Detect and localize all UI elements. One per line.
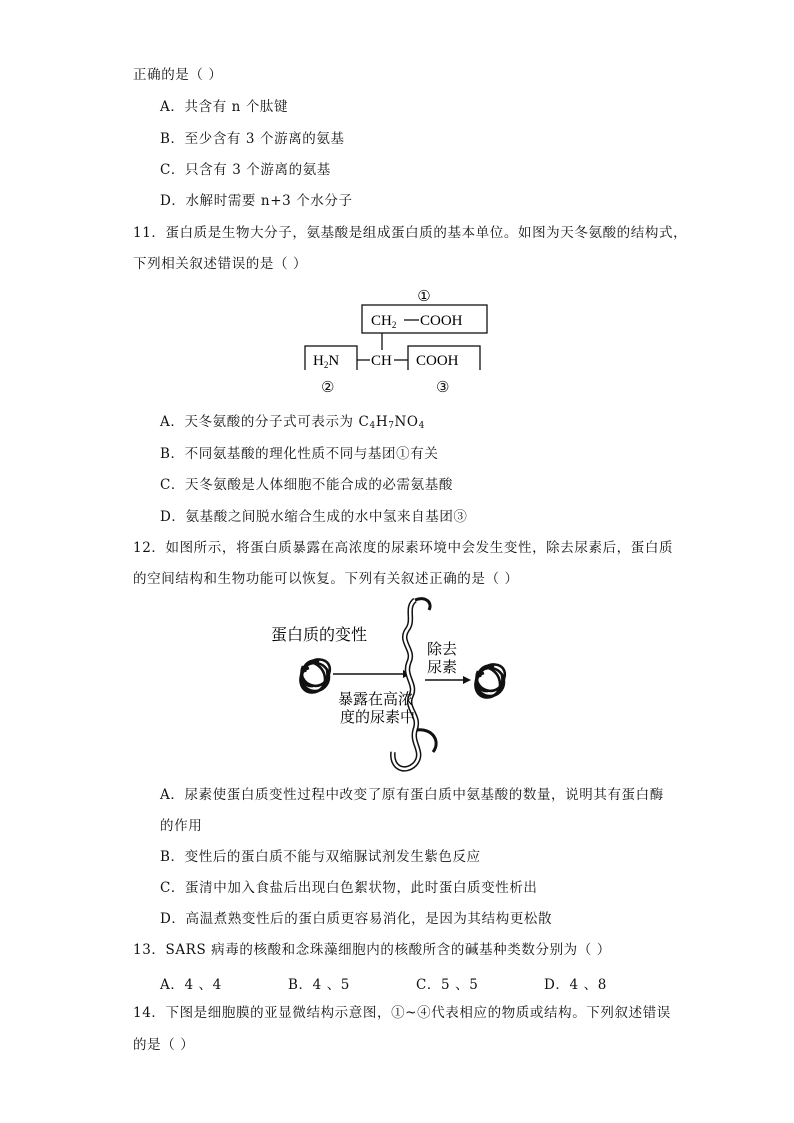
q10-option-d: D．水解时需要 n+3 个水分子 bbox=[160, 193, 353, 209]
q14-stem-line2: 的是（ ） bbox=[133, 1037, 195, 1053]
cooh-top-label: COOH bbox=[420, 313, 463, 329]
remove-urea-line2: 尿素 bbox=[427, 658, 458, 676]
remove-urea-line1: 除去 bbox=[427, 640, 458, 658]
q13-options bbox=[160, 973, 680, 993]
q12-option-b: B．变性后的蛋白质不能与双缩脲试剂发生紫色反应 bbox=[160, 849, 481, 865]
ch-label: CH bbox=[371, 353, 392, 369]
expose-urea-line2: 度的尿素中 bbox=[340, 708, 416, 726]
circle-label-3: ③ bbox=[436, 378, 451, 396]
q12-stem-line2: 的空间结构和生物功能可以恢复。下列有关叙述正确的是（ ） bbox=[133, 571, 519, 587]
q13-option-d: D．4 、8 bbox=[544, 977, 607, 993]
q13-option-a: A．4 、4 bbox=[160, 977, 222, 993]
q11-stem-line2: 下列相关叙述错误的是（ ） bbox=[133, 256, 308, 272]
folded-protein-right bbox=[475, 664, 504, 697]
circle-label-2: ② bbox=[321, 378, 336, 396]
q12-option-a-line1: A．尿素使蛋白质变性过程中改变了原有蛋白质中氨基酸的数量，说明其有蛋白酶 bbox=[160, 787, 664, 803]
q13-stem: 13．SARS 病毒的核酸和念珠藻细胞内的核酸所含的碱基种类数分别为（ ） bbox=[133, 942, 611, 958]
q12-option-a-line2: 的作用 bbox=[160, 818, 203, 834]
q11-stem-line1: 11．蛋白质是生物大分子，氨基酸是组成蛋白质的基本单位。如图为天冬氨酸的结构式， bbox=[133, 225, 688, 241]
q11-option-b: B．不同氨基酸的理化性质不同与基团①有关 bbox=[160, 446, 439, 462]
circle-label-1: ① bbox=[417, 289, 431, 305]
q14-stem-line1: 14．下图是细胞膜的亚显微结构示意图，①~④代表相应的物质或结构。下列叙述错误 bbox=[133, 1005, 671, 1021]
figure-title: 蛋白质的变性 bbox=[271, 625, 368, 644]
q12-stem-line1: 12．如图所示，将蛋白质暴露在高浓度的尿素环境中会发生变性，除去尿素后，蛋白质 bbox=[133, 540, 674, 556]
q11-option-a: A．天冬氨酸的分子式可表示为 $C_4H_7NO_4$ bbox=[160, 414, 425, 431]
q10-stem-tail: 正确的是（ ） bbox=[133, 67, 223, 83]
h2n-label: $H_2N$ bbox=[313, 353, 340, 370]
q13-option-b: B．4 、5 bbox=[288, 977, 350, 993]
expose-urea-line1: 暴露在高浓 bbox=[338, 690, 414, 708]
q10-option-a: A．共含有 n 个肽键 bbox=[160, 99, 289, 115]
q10-option-c: C．只含有 3 个游离的氨基 bbox=[160, 162, 331, 178]
cooh-right-label: COOH bbox=[416, 353, 459, 369]
protein-denaturation-figure bbox=[265, 592, 535, 782]
unfolded-protein-chain bbox=[393, 599, 436, 769]
q12-option-c: C．蛋清中加入食盐后出现白色絮状物，此时蛋白质变性析出 bbox=[160, 880, 538, 896]
aspartic-acid-structure-figure bbox=[300, 284, 490, 370]
ch2-label: $CH_2$ bbox=[371, 313, 397, 330]
q10-option-b: B．至少含有 3 个游离的氨基 bbox=[160, 131, 345, 147]
q11-option-c: C．天冬氨酸是人体细胞不能合成的必需氨基酸 bbox=[160, 477, 453, 493]
folded-protein-left bbox=[300, 659, 329, 692]
q12-option-d: D．高温煮熟变性后的蛋白质更容易消化，是因为其结构更松散 bbox=[160, 911, 553, 927]
q11-option-d: D．氨基酸之间脱水缩合生成的水中氢来自基团③ bbox=[160, 509, 468, 525]
q13-option-c: C．5 、5 bbox=[416, 977, 479, 993]
